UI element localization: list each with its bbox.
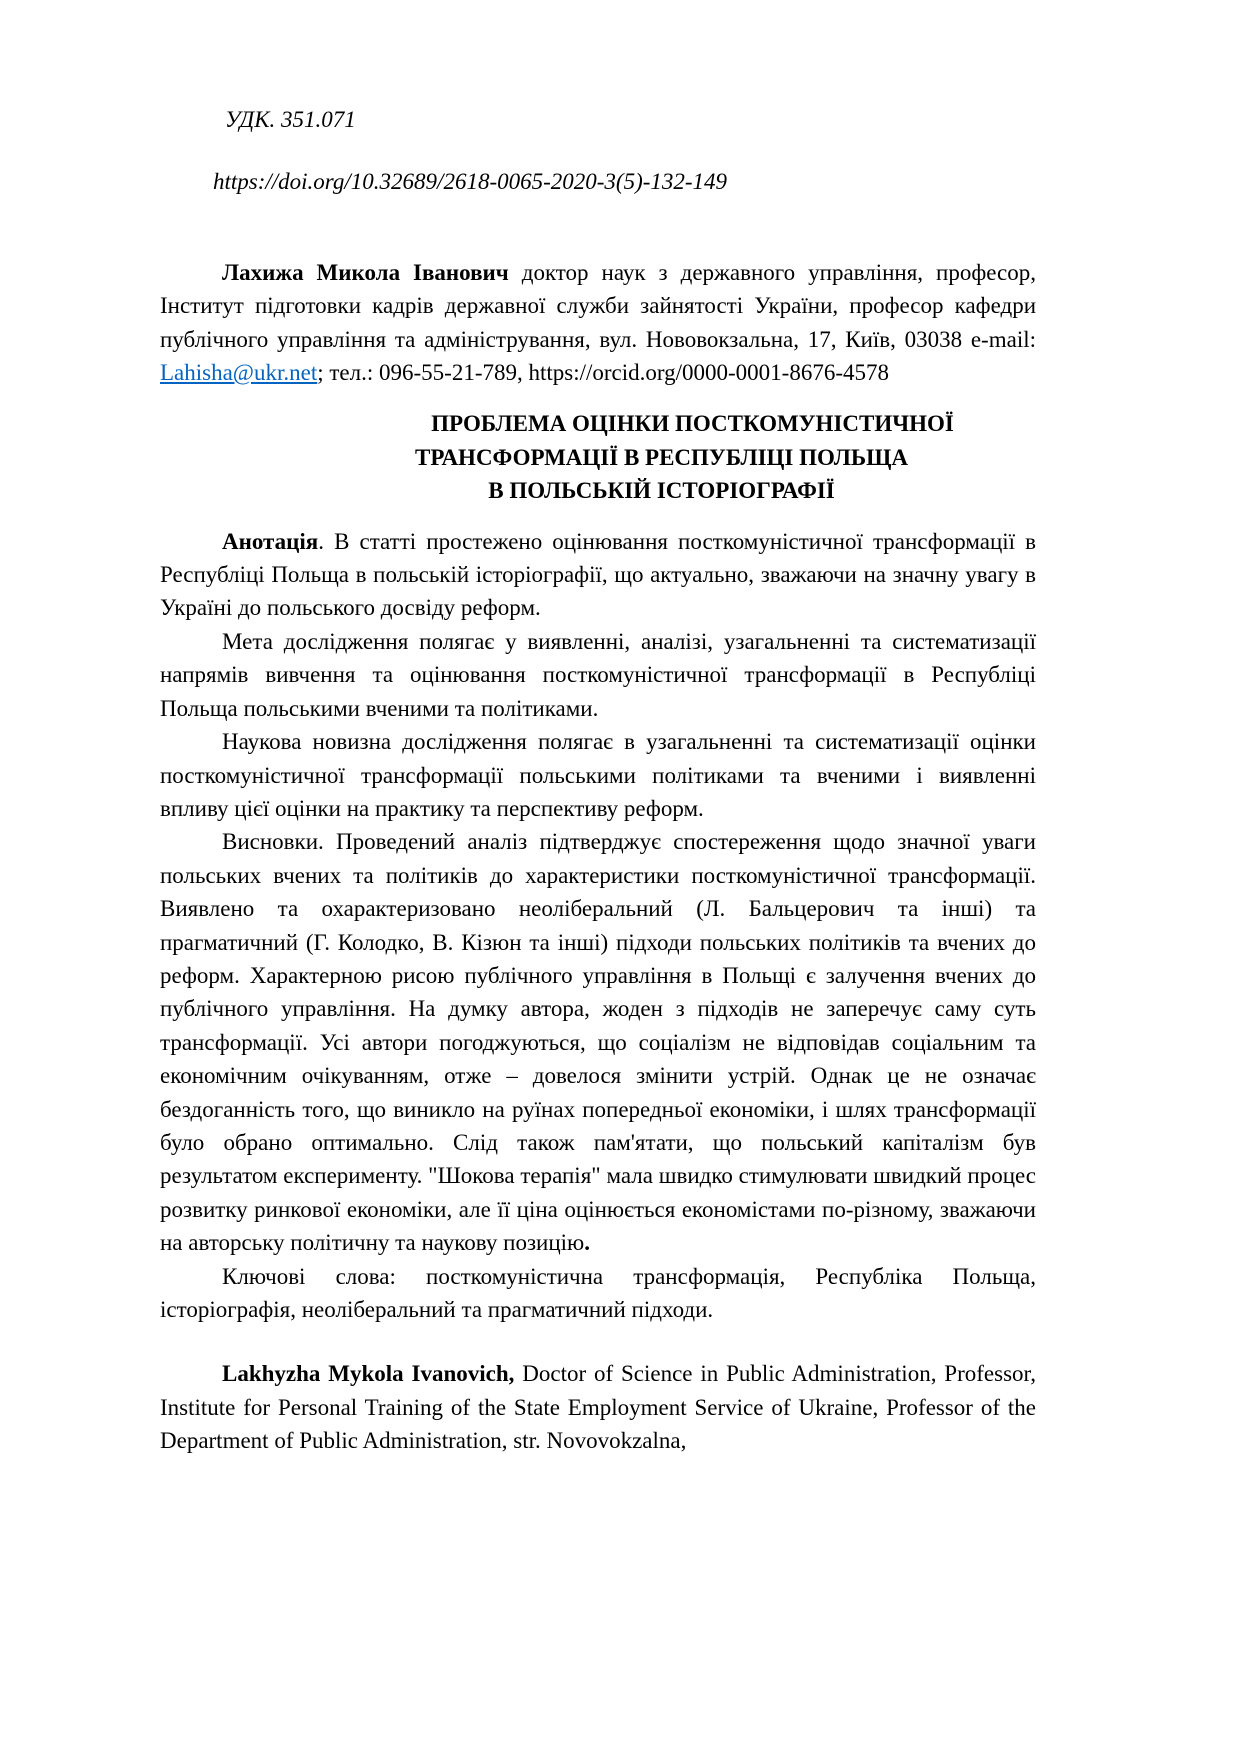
author-info-paragraph [160, 256, 1036, 390]
author-details-before-email: доктор наук з державного управління, професор, Інститут підготовки кадрів державної служби зайнятості України, професор кафедри публічного управління та адміністрування, вул. Нововокзальна, 17, Київ, 03038 e-mail: [160, 259, 1036, 352]
udk-number: УДК. 351.071 [225, 107, 356, 132]
article-title-line-2: ТРАНСФОРМАЦІЇ В РЕСПУБЛІЦІ ПОЛЬЩА [415, 444, 908, 470]
email-link[interactable]: Lahisha@ukr.net [160, 360, 318, 386]
abstract-label: Анотація [222, 528, 319, 554]
english-author-paragraph [160, 1357, 1036, 1457]
conclusions-text: Висновки. Проведений аналіз підтверджує спостереження щодо значної уваги польських вчених та політиків до характеристики посткомуністичної трансформації. Виявлено та охарактеризовано неоліберальний (Л. Бальцерович та інші) та прагматичний (Г. Колодко, В. Кізюн та інші) підходи польських політиків та вчених до реформ. Характерною рисою публічного управління в Польщі є залучення вчених до публічного управління. На думку автора, жоден з підходів не заперечує саму суть трансформації. Усі автори погоджуються, що соціалізм не відповідав соціальним та економічним очікуванням, отже – довелося змінити устрій. Однак це не означає бездоганність того, що виникло на руїнах попередньої економіки, і шлях трансформації було обрано оптимально. Слід також пам'ятати, що польський капіталізм був результатом експерименту. "Шокова терапія" мала швидко стимулювати швидкий процес розвитку ринкової економіки, але її ціна оцінюється економістами по-різному, зважаючи на авторську політичну та наукову позицію [160, 829, 1036, 1256]
novelty-paragraph: Наукова новизна дослідження полягає в узагальненні та систематизації оцінки посткомуністичної трансформації польськими політиками та вченими і виявленні впливу цієї оцінки на практику та перспективу реформ. [160, 729, 1036, 821]
conclusions-final-period: . [584, 1230, 590, 1256]
abstract-text: . В статті простежено оцінювання посткомуністичної трансформації в Республіці Польща в польській історіографії, що актуально, зважаючи на значну увагу в Україні до польського досвіду реформ. [160, 528, 1036, 621]
doi-text: https://doi.org/10.32689/2618-0065-2020-3(5)-132-149 [213, 169, 728, 195]
article-title-line-1: ПРОБЛЕМА ОЦІНКИ ПОСТКОМУНІСТИЧНОЇ [431, 411, 954, 437]
abstract-paragraph [160, 525, 1036, 625]
keywords-paragraph: Ключові слова: посткомуністична трансформація, Республіка Польща, історіографія, неоліберальний та прагматичний підходи. [160, 1263, 1036, 1322]
conclusions-paragraph [160, 825, 1036, 1259]
author-name: Лахижа Микола Іванович [222, 259, 509, 285]
english-author-details: Doctor of Science in Public Administration, Professor, Institute for Personal Training of the State Employment Service of Ukraine, Professor of the Department of Public Administration, str. Novovokzalna, [160, 1361, 1037, 1454]
article-title-line-3: В ПОЛЬСЬКІЙ ІСТОРІОГРАФІЇ [488, 478, 835, 504]
author-details-after-email: ; тел.: 096-55-21-789, https://orcid.org/0000-0001-8676-4578 [317, 360, 889, 386]
aim-paragraph: Мета дослідження полягає у виявленні, аналізі, узагальненні та систематизації напрямів вивчення та оцінювання посткомуністичної трансформації в Республіці Польща польськими вченими та політиками. [160, 628, 1036, 721]
article-title [287, 407, 1036, 507]
page-content [160, 0, 1036, 1458]
english-author-name: Lakhyzha Mykola Ivanovich, [222, 1361, 515, 1387]
